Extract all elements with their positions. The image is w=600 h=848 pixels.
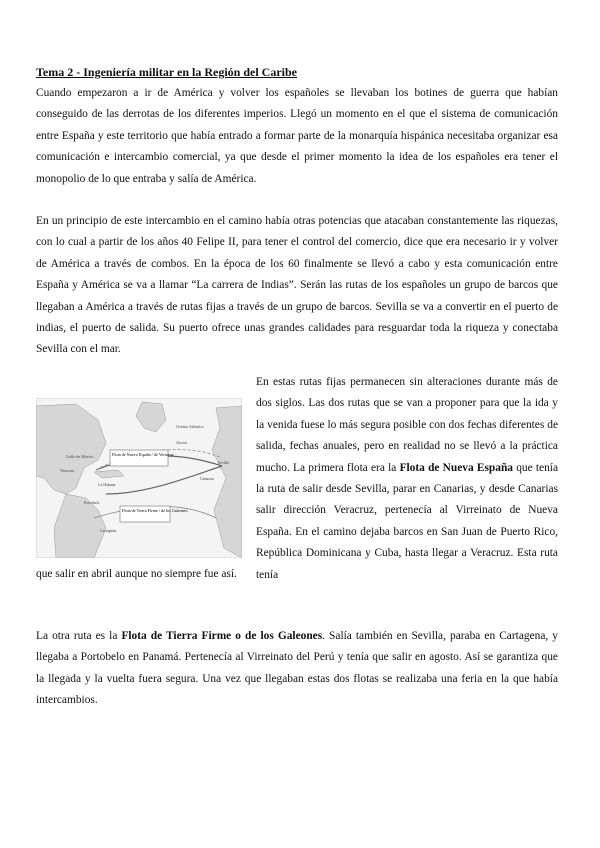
map-label-portobelo: Portobelo [84, 500, 100, 505]
map-label-veracruz: Veracruz [60, 468, 75, 473]
map-label-azores: Azores [176, 440, 188, 445]
map-label-oceano: Océano Atlántico [176, 424, 204, 429]
paragraph-3-tail: que salir en abril aunque no siempre fue así. [36, 568, 237, 580]
map-label-golfo: Golfo de México [66, 454, 94, 459]
paragraph-2: En un principio de este intercambio en el camino había otras potencias que atacaban constantemente las riquezas, con lo cual a partir de los años 40 Felipe II, para tener el control del comercio, dice que era necesario ir y volver de América a través de combos. En la época de los 60 finalmente se llevó a cabo y esta comunicación entre España y América se va a llamar “La carrera de Indias”. Serán las rutas de los españoles un grupo de barcos que llegaban a América a través de rutas fijas a través de un grupo de barcos. Sevilla se va a convertir en el puerto de indias, el puerto de salida. Su puerto ofrece unas grandes calidades para resguardar toda la riqueza y conectaba Sevilla con el mar. [36, 215, 558, 356]
paragraph-1: Cuando empezaron a ir de América y volver los españoles se llevaban los botines de guerra que habían conseguido de las derrotas de los diferentes imperios. Llegó un momento en el que el sistema de comunicación entre España y este territorio que había entrado a formar parte de la monarquía hispánica necesitaba organizar esa comunicación e intercambio comercial, ya que desde el primer momento la idea de los españoles era tener el monopolio de lo que entraba y salía de América. [36, 87, 558, 185]
document-title: Tema 2 - Ingeniería militar en la Región del Caribe [36, 65, 297, 79]
route-map-image [36, 398, 242, 558]
paragraph-3: En estas rutas fijas permanecen sin alteraciones durante más de dos siglos. Las dos rutas que se van a proponer para que la ida y la venida fuese lo más segura posible con dos fechas diferentes de salida, fechas anuales, pero en realidad no se llevó a la práctica mucho. La primera flota era la Flota de Nueva España que tenía la ruta de salir desde Sevilla, parar en Canarias, y desde Canarias salir dirección Veracruz, pertenecía al Virreinato de Nueva España. En el camino dejaba barcos en San Juan de Puerto Rico, República Dominicana y Cuba, hasta llegar a Veracruz. Esta ruta tenía [256, 376, 559, 581]
paragraph-4: La otra ruta es la Flota de Tierra Firme o de los Galeones. Salía también en Sevilla, paraba en Cartagena, y llegaba a Portobelo en Panamá. Pertenecía al Virreinato del Perú y tenía que salir en agosto. Así se garantiza que la llegada y la vuelta fuera segura. Una vez que llegaban estas dos flotas se realizaba una feria en la que había intercambios. [36, 630, 558, 707]
map-label-nueva-espana: Flota de Nueva España / de Veracruz [112, 452, 174, 457]
map-label-habana: La Habana [98, 482, 116, 487]
map-label-tierra-firme: Flota de Tierra Firme / de los Galeones [122, 508, 188, 513]
map-label-sevilla: Sevilla [218, 460, 230, 465]
document-page [36, 62, 559, 707]
map-label-canarias: Canarias [200, 476, 214, 481]
map-label-cartagena: Cartagena [100, 528, 117, 533]
route-map-svg [36, 398, 242, 558]
